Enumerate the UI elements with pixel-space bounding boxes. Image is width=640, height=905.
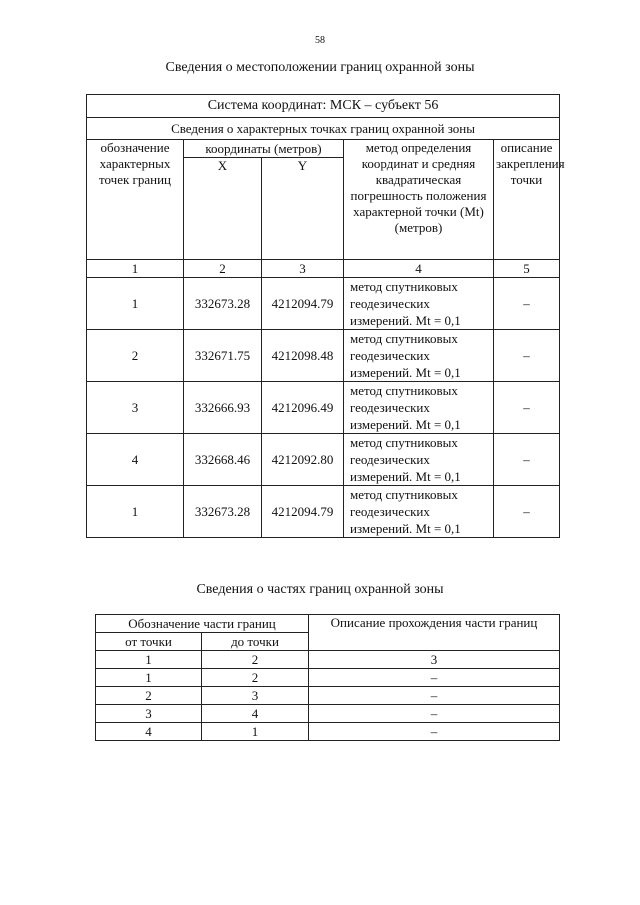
table-row bbox=[96, 723, 560, 741]
column-number: 3 bbox=[262, 260, 344, 278]
to-point: 4 bbox=[202, 705, 309, 723]
coord-y: 4212094.79 bbox=[262, 278, 344, 330]
header-method: метод определения координат и средняя квадратическая погрешность положения характерной точки (Mt) (метров) bbox=[344, 140, 494, 260]
coord-y: 4212094.79 bbox=[262, 486, 344, 538]
column-number: 3 bbox=[309, 651, 560, 669]
header-coordinates: координаты (метров) bbox=[184, 140, 344, 158]
coord-y: 4212098.48 bbox=[262, 330, 344, 382]
column-number: 2 bbox=[184, 260, 262, 278]
table-row bbox=[87, 486, 560, 538]
points-subtitle-header: Сведения о характерных точках границ охранной зоны bbox=[87, 118, 560, 140]
part-description: – bbox=[309, 687, 560, 705]
coord-x: 332668.46 bbox=[184, 434, 262, 486]
column-number: 1 bbox=[96, 651, 202, 669]
fixing-description: – bbox=[494, 278, 560, 330]
header-point-designation: обозначение характерных точек границ bbox=[87, 140, 184, 260]
from-point: 3 bbox=[96, 705, 202, 723]
table-row bbox=[87, 330, 560, 382]
header-y: Y bbox=[262, 158, 344, 260]
fixing-description: – bbox=[494, 330, 560, 382]
point-id: 2 bbox=[87, 330, 184, 382]
from-point: 1 bbox=[96, 669, 202, 687]
header-x: X bbox=[184, 158, 262, 260]
column-number: 1 bbox=[87, 260, 184, 278]
table-row bbox=[96, 687, 560, 705]
to-point: 2 bbox=[202, 669, 309, 687]
column-number: 4 bbox=[344, 260, 494, 278]
header-from-point: от точки bbox=[96, 633, 202, 651]
fixing-description: – bbox=[494, 486, 560, 538]
coord-x: 332673.28 bbox=[184, 278, 262, 330]
characteristic-points-table bbox=[86, 94, 565, 538]
from-point: 4 bbox=[96, 723, 202, 741]
header-part-description: Описание прохождения части границ bbox=[309, 615, 560, 651]
header-to-point: до точки bbox=[202, 633, 309, 651]
from-point: 2 bbox=[96, 687, 202, 705]
boundary-parts-table bbox=[95, 614, 560, 741]
method-cell: метод спутниковых геодезических измерений. Mt = 0,1 bbox=[344, 434, 494, 486]
page-number: 58 bbox=[315, 35, 325, 46]
header-fixing-description: описание закрепления точки bbox=[494, 140, 560, 260]
table-row bbox=[96, 669, 560, 687]
point-id: 4 bbox=[87, 434, 184, 486]
method-cell: метод спутниковых геодезических измерений. Mt = 0,1 bbox=[344, 486, 494, 538]
column-number: 2 bbox=[202, 651, 309, 669]
part-description: – bbox=[309, 705, 560, 723]
coord-x: 332673.28 bbox=[184, 486, 262, 538]
part-description: – bbox=[309, 723, 560, 741]
column-number: 5 bbox=[494, 260, 560, 278]
fixing-description: – bbox=[494, 382, 560, 434]
method-cell: метод спутниковых геодезических измерений. Mt = 0,1 bbox=[344, 330, 494, 382]
table-row bbox=[87, 434, 560, 486]
table-row bbox=[87, 278, 560, 330]
method-cell: метод спутниковых геодезических измерений. Mt = 0,1 bbox=[344, 382, 494, 434]
coord-y: 4212096.49 bbox=[262, 382, 344, 434]
coord-x: 332671.75 bbox=[184, 330, 262, 382]
document-title: Сведения о местоположении границ охранной зоны bbox=[165, 60, 475, 75]
to-point: 1 bbox=[202, 723, 309, 741]
table-row bbox=[87, 382, 560, 434]
point-id: 3 bbox=[87, 382, 184, 434]
method-cell: метод спутниковых геодезических измерений. Mt = 0,1 bbox=[344, 278, 494, 330]
part-description: – bbox=[309, 669, 560, 687]
coord-x: 332666.93 bbox=[184, 382, 262, 434]
table-row bbox=[96, 705, 560, 723]
fixing-description: – bbox=[494, 434, 560, 486]
point-id: 1 bbox=[87, 486, 184, 538]
coordinate-system-header: Система координат: МСК – субъект 56 bbox=[87, 95, 560, 118]
parts-title: Сведения о частях границ охранной зоны bbox=[196, 582, 444, 597]
header-part-designation: Обозначение части границ bbox=[96, 615, 309, 633]
to-point: 3 bbox=[202, 687, 309, 705]
coord-y: 4212092.80 bbox=[262, 434, 344, 486]
point-id: 1 bbox=[87, 278, 184, 330]
